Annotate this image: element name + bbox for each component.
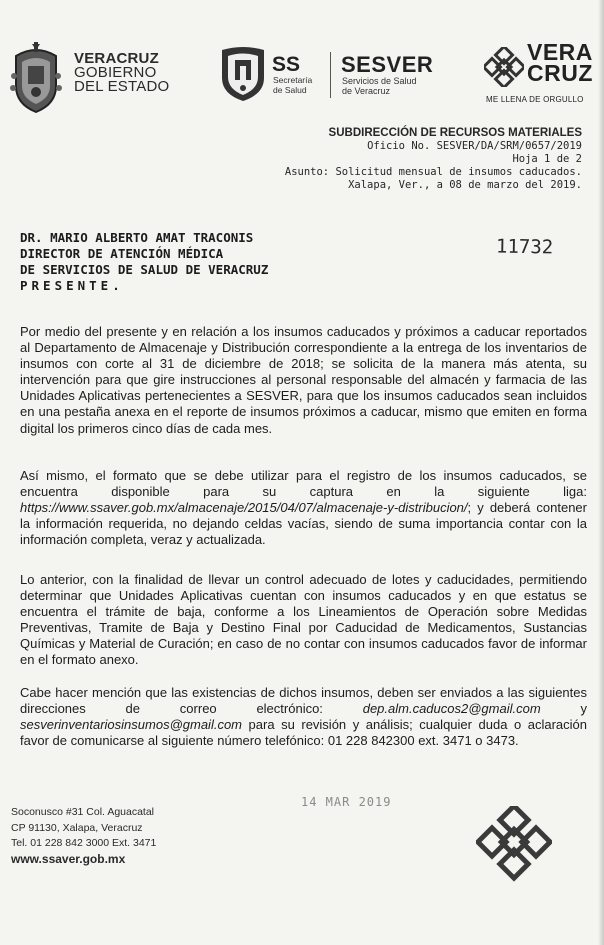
p4-text-a: Cabe hacer mención que las existencias de dichos insumos, deben ser enviados a las siguientes direcciones de correo electrónico: bbox=[20, 685, 587, 717]
p4-text-b: para su revisión y análisis; cualquier duda o aclaración favor de comunicarse al siguiente número telefónico: 01 228 842300 ext. 3471 o 3473. bbox=[20, 717, 587, 749]
email-link-1[interactable]: dep.alm.caducos2@gmail.com bbox=[362, 701, 541, 717]
ss-abbrev: SS bbox=[272, 53, 301, 76]
veracruz-slogan: ME LLENA DE ORGULLO bbox=[486, 95, 584, 104]
sesver-line1: Servicios de Salud bbox=[342, 76, 417, 86]
paragraph-4 bbox=[20, 685, 587, 749]
received-date-stamp: 14 MAR 2019 bbox=[301, 795, 392, 809]
ss-shield-icon bbox=[218, 44, 268, 107]
addressee-institution: DE SERVICIOS DE SALUD DE VERACRUZ bbox=[20, 262, 269, 277]
folio-number: 11732 bbox=[495, 235, 554, 259]
footer-city: CP 91130, Xalapa, Veracruz bbox=[11, 821, 143, 834]
p2-text-a: Así mismo, el formato que se debe utilizar para el registro de los insumos caducados, se encuentra disponible para su captura en la siguiente liga: bbox=[20, 468, 587, 500]
veracruz-government-logo-text bbox=[74, 52, 169, 94]
department: SUBDIRECCIÓN DE RECURSOS MATERIALES bbox=[328, 127, 582, 139]
place-date: Xalapa, Ver., a 08 de marzo del 2019. bbox=[348, 179, 582, 191]
footer-address bbox=[11, 805, 156, 867]
ss-line2: de Salud bbox=[273, 85, 307, 95]
sesver-title: SESVER bbox=[341, 52, 434, 77]
gov-line1: VERACRUZ bbox=[74, 50, 159, 67]
ss-subtitle bbox=[273, 75, 312, 95]
vera-line2: CRUZ bbox=[527, 60, 593, 86]
paragraph-2 bbox=[20, 468, 587, 548]
addressee-name: DR. MARIO ALBERTO AMAT TRACONIS bbox=[20, 230, 254, 245]
paragraph-3: Lo anterior, con la finalidad de llevar un control adecuado de lotes y caducidades, permitiendo determinar que Unidades Aplicativas cuentan con insumos caducados y en que estatus se encuentra el trámite de baja, conforme a los Lineamientos de Operación sobre Medidas Preventivas, Tramite de Baja y Destino Final por Caducidad de Medicamentos, Sustancias Químicas y Material de Curación; en caso de no contar con insumos caducados favor de informar en el formato anexo. bbox=[20, 572, 587, 668]
header-divider bbox=[330, 52, 331, 98]
p2-text-b: ; y deberá contener la información requerida, no dejando celdas vacías, siendo de suma importancia contar con la información completa, veraz y actualizada. bbox=[20, 500, 587, 548]
reference-block bbox=[285, 127, 582, 192]
email-link-2[interactable]: sesverinventariosinsumos@gmail.com bbox=[20, 717, 242, 733]
vera-line1: VERA bbox=[527, 39, 593, 65]
veracruz-coat-of-arms-icon bbox=[8, 42, 64, 119]
addressee-block bbox=[20, 230, 268, 294]
footer-website[interactable]: www.ssaver.gob.mx bbox=[11, 851, 126, 866]
sesver-line2: de Veracruz bbox=[342, 86, 391, 96]
p4-and: y bbox=[580, 701, 587, 717]
subject: Asunto: Solicitud mensual de insumos caducados. bbox=[284, 166, 582, 178]
ss-line1: Secretaría bbox=[273, 75, 313, 85]
footer-phone: Tel. 01 228 842 3000 Ext. 3471 bbox=[11, 837, 157, 849]
footer-street: Soconusco #31 Col. Aguacatal bbox=[11, 806, 155, 818]
addressee-position: DIRECTOR DE ATENCIÓN MÉDICA bbox=[20, 246, 224, 261]
scan-edge-shadow bbox=[598, 0, 604, 945]
sesver-subtitle bbox=[342, 76, 417, 96]
gov-line3: DEL ESTADO bbox=[74, 78, 170, 95]
veracruz-knot-logo-icon bbox=[484, 47, 524, 92]
greeting: PRESENTE. bbox=[20, 278, 124, 293]
page-number: Hoja 1 de 2 bbox=[512, 153, 582, 165]
gov-line2: GOBIERNO bbox=[74, 64, 157, 81]
veracruz-brand bbox=[527, 39, 593, 86]
footer-knot-emblem-icon bbox=[476, 806, 552, 887]
format-link[interactable]: https://www.ssaver.gob.mx/almacenaje/2015/04/07/almacenaje-y-distribucion/ bbox=[20, 500, 468, 516]
office-number: Oficio No. SESVER/DA/SRM/0657/2019 bbox=[367, 140, 582, 152]
paragraph-1: Por medio del presente y en relación a los insumos caducados y próximos a caducar reportados al Departamento de Almacenaje y Distribución correspondiente a la entrega de los inventarios de insumos con corte al 31 de diciembre de 2018; se solicita de la manera más atenta, su intervención para que gire instrucciones al personal responsable del almacén y farmacia de las Unidades Aplicativas pertenecientes a SESVER, para que los insumos caducados sean incluidos en una pestaña anexa en el reporte de insumos próximos a caducar, mismo que emiten en forma digital los primeros cinco días de cada mes. bbox=[20, 324, 587, 436]
